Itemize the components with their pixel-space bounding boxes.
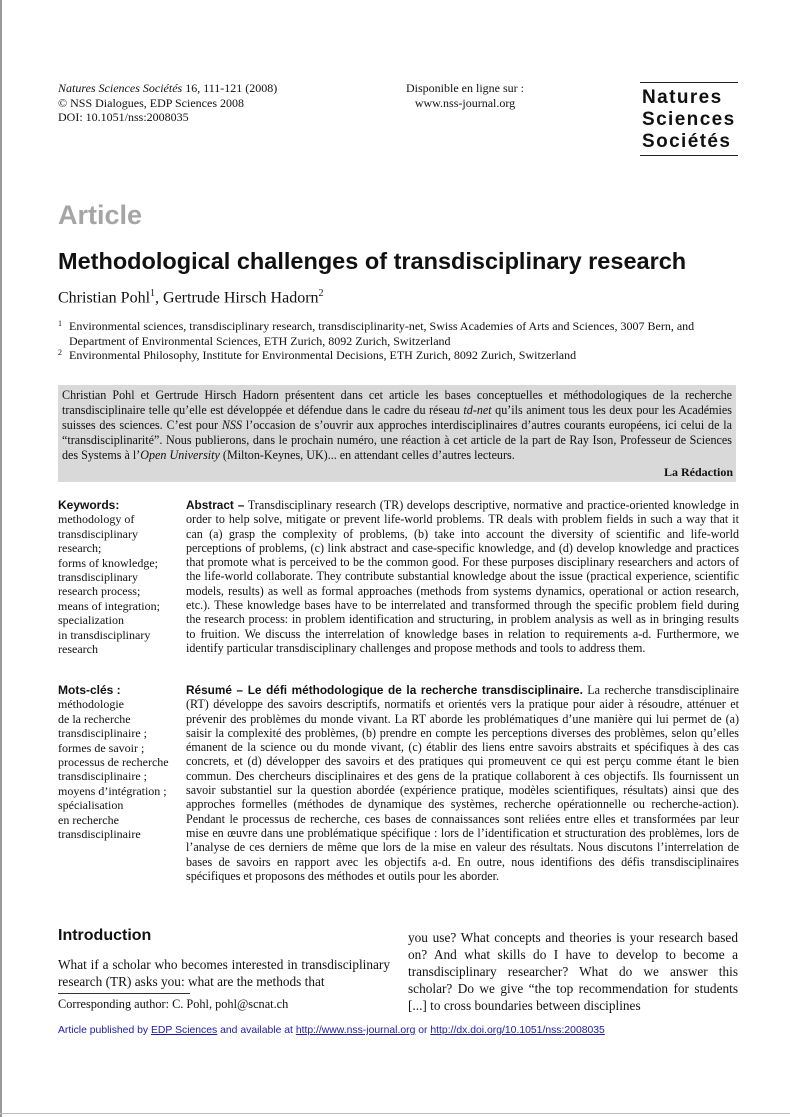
- intro-left-column: What if a scholar who becomes interested in transdisciplinary research (TR) asks you: what are the methods that: [58, 957, 390, 989]
- footnote-rule: [58, 993, 190, 994]
- logo-line-natures: Natures: [642, 87, 723, 108]
- keyword-line: research: [58, 642, 98, 657]
- keyword-line: in transdisciplinary: [58, 627, 151, 642]
- editorial-text-part: (Milton-Keynes, UK)... en attendant celles d’autres lecteurs.: [219, 448, 515, 462]
- journal-site-link[interactable]: http://www.nss-journal.org: [295, 1025, 416, 1036]
- author-name: Gertrude Hirsch Hadorn: [163, 289, 319, 307]
- editorial-text-part: Christian Pohl et Gertrude Hirsch Hadorn présentent dans cet article les bases conceptuelles et méthodologiques de la recherche transdisciplinaire telle qu’elle est développée et défendue dans le cadre du réseau: [62, 388, 732, 417]
- journal-logo: [640, 82, 738, 156]
- keyword-line: specialization: [58, 613, 124, 628]
- editorial-signature: La Rédaction: [664, 465, 733, 479]
- affiliation-item: [58, 319, 738, 348]
- doi-link[interactable]: http://dx.doi.org/10.1051/nss:2008035: [430, 1025, 605, 1036]
- online-label: Disponible en ligne sur :: [406, 81, 524, 95]
- editorial-text-part: l’occasion de s’ouvrir aux approches interdisciplinaires d’autres courants européens, ici celui de la “transdisciplinarité”. Nous publierons, dans le prochain numéro, une réaction à cet article de la part de Ray Ison, Professeur de Sciences des Systems à l’: [62, 418, 732, 462]
- author-affil-marker: 1: [150, 288, 156, 299]
- copyright: © NSS Dialogues, EDP Sciences 2008: [58, 95, 244, 110]
- intro-right-column: you use? What concepts and theories is your research based on? And what skills do I have to develop to become a transdisciplinary researcher? What do we answer this scholar? Do we give “the top recommendation for students [...] to cross boundaries between disciplines: [408, 930, 738, 1013]
- mot-cle-line: en recherche: [58, 812, 119, 827]
- keyword-line: transdisciplinary: [58, 526, 138, 541]
- abstract-heading: Abstract –: [186, 498, 245, 512]
- keyword-line: forms of knowledge;: [58, 555, 158, 570]
- editorial-text: [58, 385, 736, 463]
- keyword-line: methodology of: [58, 512, 135, 527]
- publisher-link[interactable]: EDP Sciences: [151, 1025, 218, 1036]
- author-name: Christian Pohl: [58, 289, 151, 307]
- article-type-label: Article: [58, 200, 143, 230]
- mot-cle-line: de la recherche: [58, 711, 131, 726]
- doi: DOI: 10.1051/nss:2008035: [58, 110, 189, 124]
- publisher-prefix: Article published by: [58, 1025, 151, 1036]
- abstract-text: Transdisciplinary research (TR) develops descriptive, normative and practice-oriented knowledge in order to help solve, mitigate or prevent life-world problems. TR deals with problem fields in such a way that it can (a) grasp the complexity of problems, (b) take into account the diversity of scientific and life-world perceptions of problems, (c) link abstract and case-specific knowledge, and (d) develop knowledge and practices that promote what is perceived to be the common good. For these purposes disciplinary researchers and actors of the life-world collaborate. They contribute substantial knowledge about the issue (practical experience, scientific models, results) as well as formal approaches (methods from systems dynamics, operational or action research, etc.). These knowledge bases have to be interrelated and transformed through the specific problem field during the research process: in problem identification and structuring, in problem analysis as well as in bringing results to fruition. We discuss the interrelation of knowledge bases in relation to requirements a-d. Furthermore, we identify particular transdisciplinary challenges and propose methods and tools to address them.: [186, 498, 739, 655]
- journal-citation: [58, 81, 277, 125]
- mots-cles-heading: Mots-clés :: [58, 683, 121, 697]
- editorial-text-part: qu’ils animent tous les deux pour les Académies suisses des sciences. C’est pour: [62, 403, 732, 432]
- mots-cles-block: [58, 683, 169, 841]
- keyword-line: transdisciplinary: [58, 570, 138, 585]
- editorial-italic: td-net: [463, 403, 492, 417]
- mot-cle-line: moyens d’intégration ;: [58, 783, 167, 798]
- keyword-line: means of integration;: [58, 598, 160, 613]
- author-separator: ,: [155, 289, 164, 307]
- mot-cle-line: formes de savoir ;: [58, 740, 145, 755]
- paper-title: Methodological challenges of transdisciplinary research: [58, 248, 687, 274]
- editorial-italic: NSS: [221, 418, 243, 432]
- affiliation-number: 2: [58, 348, 62, 357]
- affiliation-number: 1: [58, 319, 62, 328]
- mot-cle-line: transdisciplinaire: [58, 827, 141, 842]
- affiliation-item: [58, 348, 738, 363]
- page-left-border: [0, 0, 2, 1117]
- affiliation-text: Environmental sciences, transdisciplinary research, transdisciplinarity-net, Swiss Academies of Arts and Sciences, 3007 Bern, and Department of Environmental Sciences, ETH Zurich, 8092 Zurich, Switzerland: [69, 319, 695, 348]
- online-url: www.nss-journal.org: [414, 95, 516, 110]
- editorial-italic: Open University: [140, 448, 220, 462]
- mot-cle-line: méthodologie: [58, 697, 124, 712]
- section-heading-introduction: Introduction: [58, 927, 152, 944]
- affiliations: [58, 319, 738, 363]
- logo-line-sciences: Sciences: [642, 109, 736, 130]
- page-bottom-border: [0, 1113, 790, 1114]
- logo-line-societes: Sociétés: [642, 131, 732, 152]
- mot-cle-line: spécialisation: [58, 798, 124, 813]
- keywords-block: [58, 498, 160, 656]
- citation-volume: 16, 111-121 (2008): [182, 81, 278, 95]
- author-list: [58, 288, 324, 307]
- publisher-or: or: [415, 1025, 431, 1036]
- resume-heading: Résumé – Le défi méthodologique de la recherche transdisciplinaire.: [186, 683, 583, 697]
- publisher-middle: and available at: [217, 1025, 296, 1036]
- corresponding-author-footnote: Corresponding author: C. Pohl, pohl@scnat.ch: [58, 997, 289, 1011]
- keyword-line: research;: [58, 541, 102, 556]
- resume: [186, 683, 739, 883]
- keyword-line: research process;: [58, 584, 141, 599]
- online-availability: [380, 81, 550, 110]
- editorial-note-box: [58, 385, 736, 482]
- journal-name: Natures Sciences Sociétés: [58, 81, 183, 95]
- publisher-line: [58, 1025, 605, 1036]
- abstract: [186, 498, 739, 655]
- author-affil-marker: 2: [318, 288, 324, 299]
- mot-cle-line: processus de recherche: [58, 755, 169, 770]
- resume-text: La recherche transdisciplinaire (RT) développe des savoirs descriptifs, normatifs et orientés vers la pratique pour aider à résoudre, atténuer et prévenir des problèmes du monde vivant. La RT aborde les problématiques d’une manière qui lui permet de (a) saisir la complexité des problèmes, (b) prendre en compte les perceptions diverses des problèmes, selon qu’elles émanent de la science ou du monde vivant, (c) établir des liens entre savoirs abstraits et spécifiques à des cas concrets, et (d) développer des savoirs et des pratiques qui promeuvent ce qui est perçu comme étant le bien commun. Des chercheurs disciplinaires et des gens de la pratique collaborent à ces objectifs. Ils fournissent un savoir substantiel sur la question abordée (expérience pratique, modèles scientifiques, résultats) ainsi que des approches formelles (méthodes de dynamique des systèmes, recherche opérationnelle ou recherche-action). Pendant le processus de recherche, ces bases de connaissances sont reliées entre elles et transformées par leur mise en œuvre dans une problématique spécifique : lors de l’identification et structuration des problèmes, lors de l’analyse de ces derniers de même que lors de la mise en valeur des résultats. Nous discutons l’interrelation de bases de savoirs en rapport avec les objectifs a-d. En outre, nous identifions des défis transdisciplinaires spécifiques et proposons des méthodes et outils pour les aborder.: [186, 683, 739, 883]
- mot-cle-line: transdisciplinaire ;: [58, 769, 147, 784]
- affiliation-text: Environmental Philosophy, Institute for Environmental Decisions, ETH Zurich, 8092 Zurich, Switzerland: [69, 348, 577, 362]
- keywords-heading: Keywords:: [58, 498, 120, 512]
- mot-cle-line: transdisciplinaire ;: [58, 726, 147, 741]
